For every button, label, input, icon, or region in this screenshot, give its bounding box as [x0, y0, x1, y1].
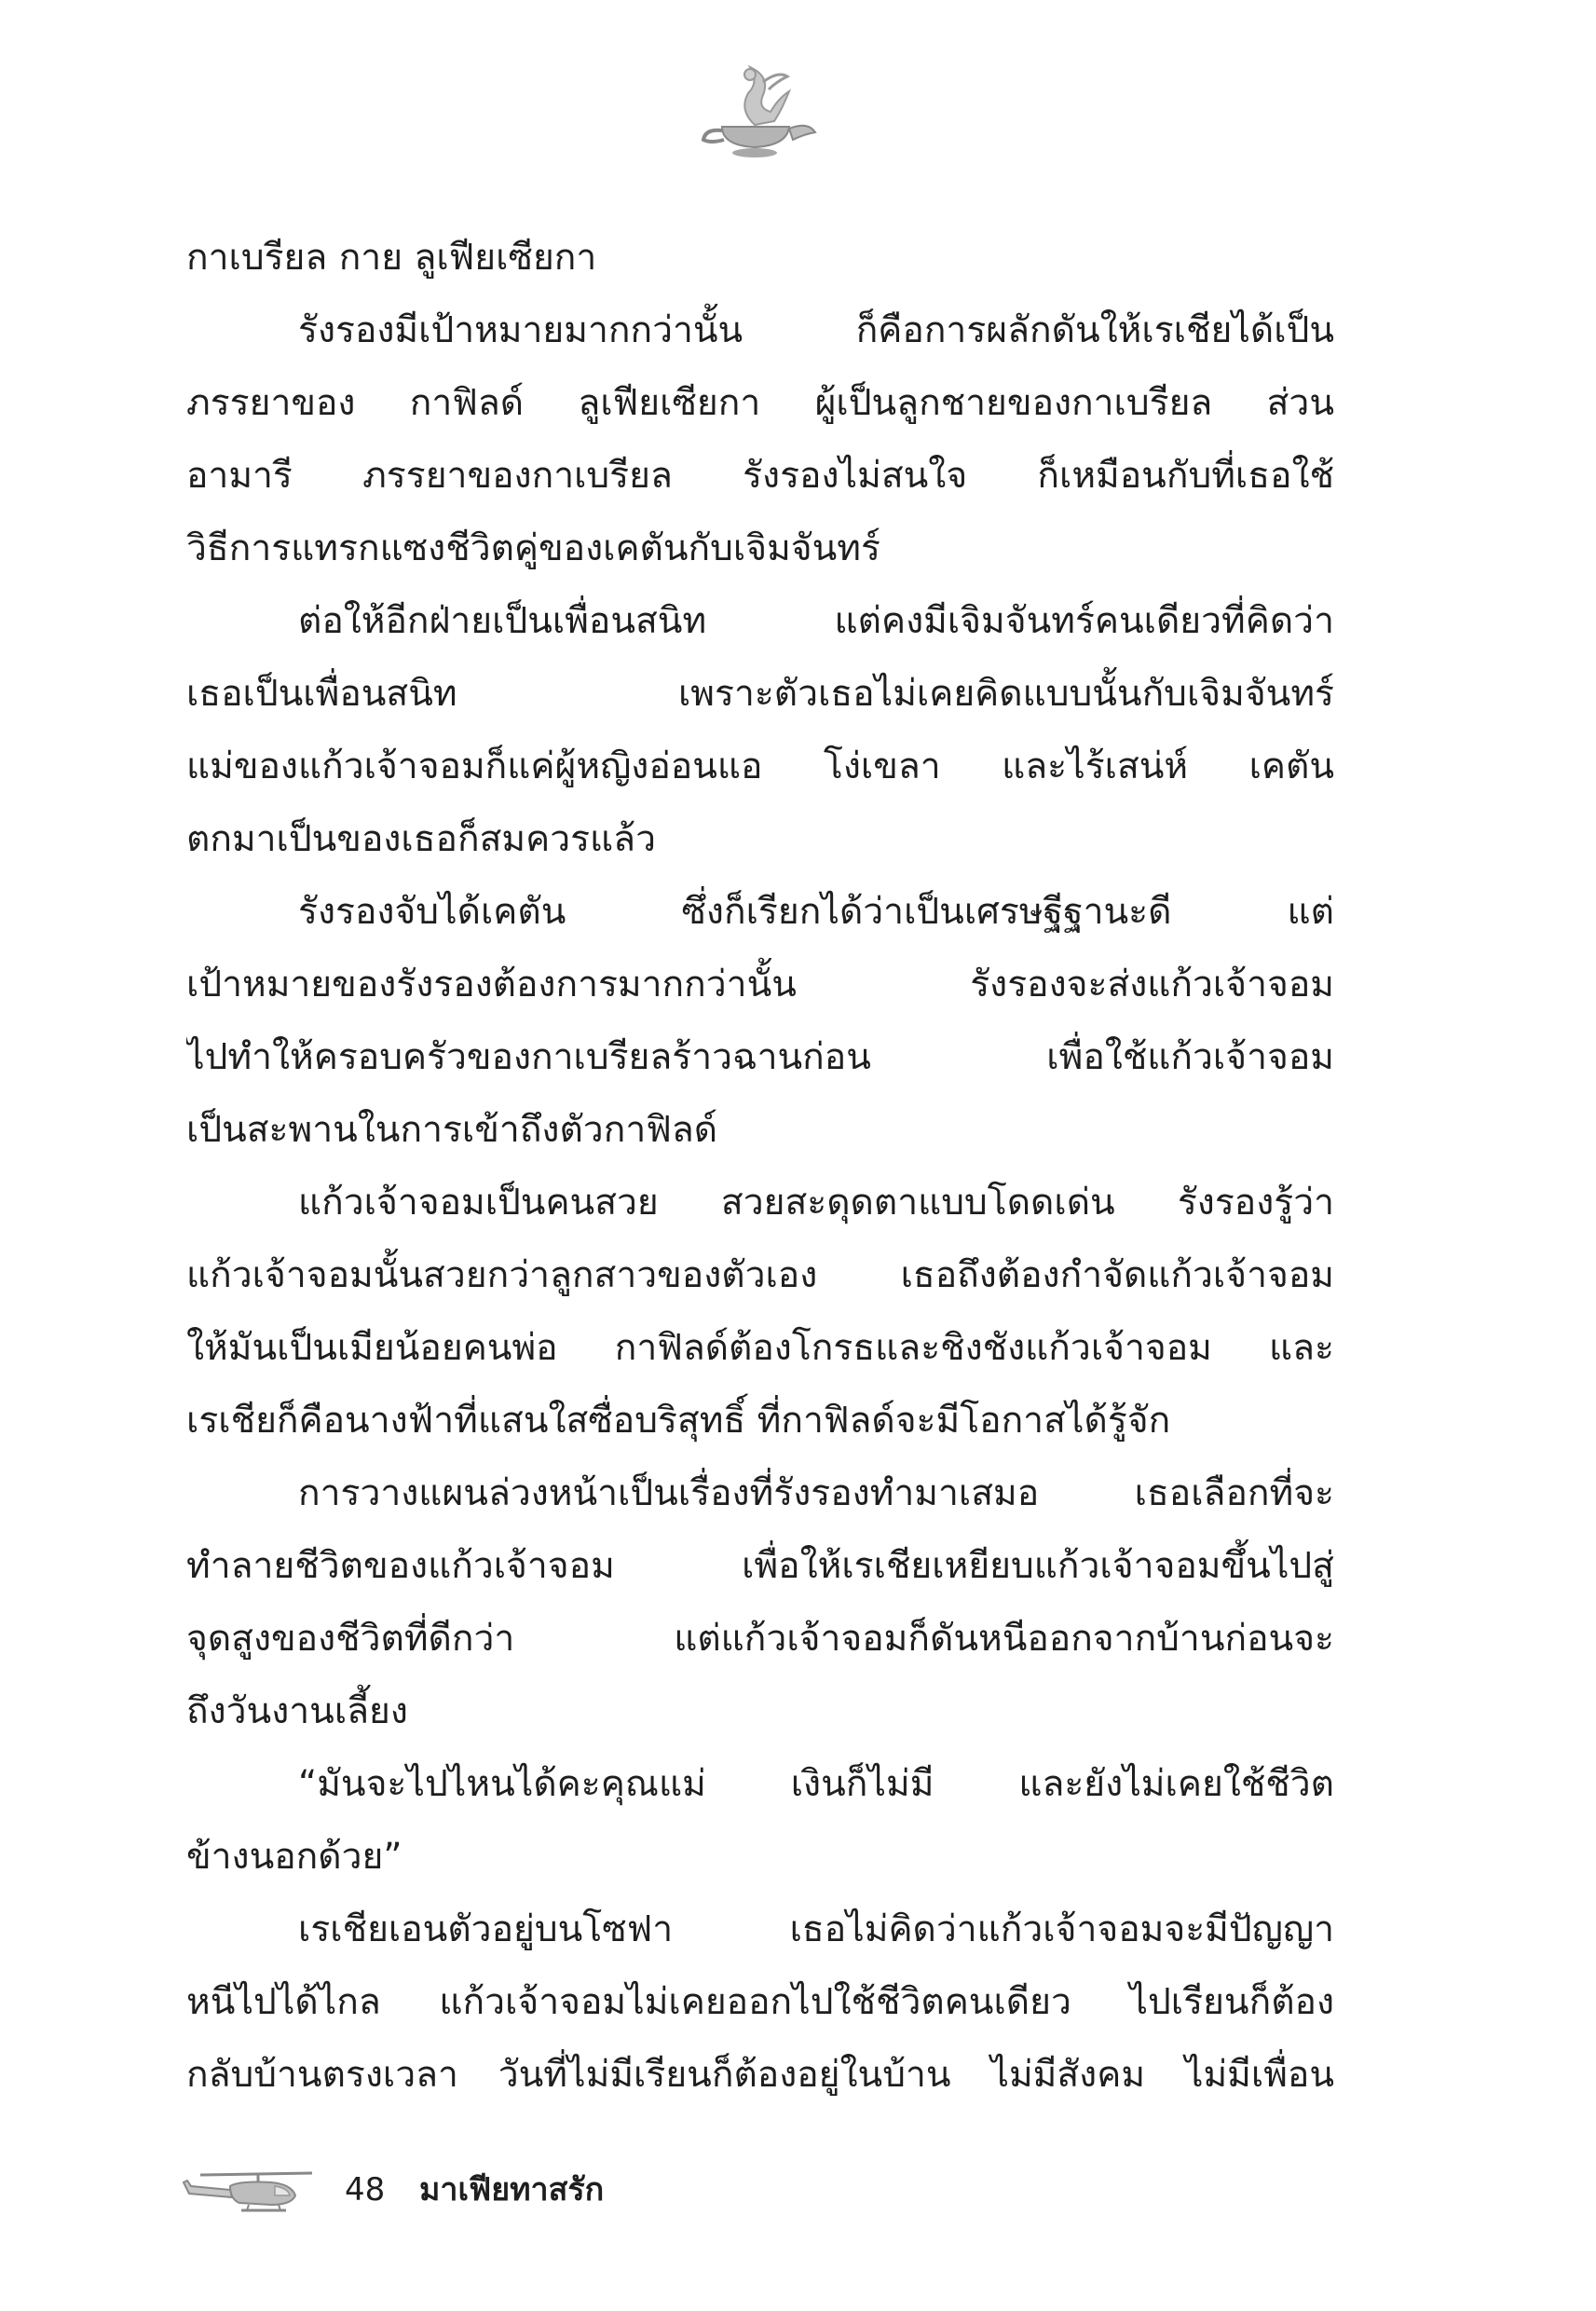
text-line: ถึงวันงานเลี้ยง — [186, 1690, 408, 1732]
text-line: แก้วเจ้าจอมเป็นคนสวย สวยสะดุดตาแบบโดดเด่น รังรองรู้ว่า — [298, 1182, 1334, 1224]
text-line: ให้มันเป็นเมียน้อยคนพ่อ กาฟิลด์ต้องโกรธและชิงชังแก้วเจ้าจอม และ — [186, 1327, 1334, 1369]
text-line: เธอเป็นเพื่อนสนิท เพราะตัวเธอไม่เคยคิดแบบนั้นกับเจิมจันทร์ — [186, 673, 1334, 715]
text-line: วิธีการแทรกแซงชีวิตคู่ของเคตันกับเจิมจันทร์ — [186, 527, 880, 569]
text-line: เป็นสะพานในการเข้าถึงตัวกาฟิลด์ — [186, 1109, 718, 1151]
text-line: ตกมาเป็นของเธอก็สมควรแล้ว — [186, 818, 656, 860]
text-line: จุดสูงของชีวิตที่ดีกว่า แต่แก้วเจ้าจอมก็ดันหนีออกจากบ้านก่อนจะ — [186, 1618, 1334, 1660]
text-line: แก้วเจ้าจอมนั้นสวยกว่าลูกสาวของตัวเอง เธอถึงต้องกำจัดแก้วเจ้าจอม — [186, 1254, 1334, 1296]
genie-lamp-icon — [685, 54, 825, 166]
text-line: ไปทำให้ครอบครัวของกาเบรียลร้าวฉานก่อน เพื่อใช้แก้วเจ้าจอม — [186, 1036, 1334, 1078]
page-footer — [182, 2162, 927, 2218]
text-line: รังรองจับได้เคตัน ซึ่งก็เรียกได้ว่าเป็นเศรษฐีฐานะดี แต่ — [298, 891, 1334, 933]
text-line: แม่ของแก้วเจ้าจอมก็แค่ผู้หญิงอ่อนแอ โง่เขลา และไร้เสน่ห์ เคตัน — [186, 745, 1334, 787]
body-text — [186, 222, 1334, 2112]
text-line: รังรองมีเป้าหมายมากกว่านั้น ก็คือการผลักดันให้เรเชียได้เป็น — [298, 309, 1334, 351]
text-line: ทำลายชีวิตของแก้วเจ้าจอม เพื่อให้เรเชียเหยียบแก้วเจ้าจอมขึ้นไปสู่ — [186, 1545, 1334, 1587]
text-line: กลับบ้านตรงเวลา วันที่ไม่มีเรียนก็ต้องอยู่ในบ้าน ไม่มีสังคม ไม่มีเพื่อน — [186, 2054, 1334, 2096]
text-line: เรเชียก็คือนางฟ้าที่แสนใสซื่อบริสุทธิ์ ที่กาฟิลด์จะมีโอกาสได้รู้จัก — [186, 1400, 1171, 1442]
text-line: เป้าหมายของรังรองต้องการมากกว่านั้น รังรองจะส่งแก้วเจ้าจอม — [186, 964, 1334, 1005]
text-line: ต่อให้อีกฝ่ายเป็นเพื่อนสนิท แต่คงมีเจิมจันทร์คนเดียวที่คิดว่า — [298, 600, 1334, 642]
text-line: ข้างนอกด้วย” — [186, 1836, 402, 1878]
text-line: “มันจะไปไหนได้คะคุณแม่ เงินก็ไม่มี และยังไม่เคยใช้ชีวิต — [298, 1763, 1334, 1805]
text-line: อามารี ภรรยาของกาเบรียล รังรองไม่สนใจ ก็เหมือนกับที่เธอใช้ — [186, 455, 1334, 497]
text-line: หนีไปได้ไกล แก้วเจ้าจอมไม่เคยออกไปใช้ชีวิตคนเดียว ไปเรียนก็ต้อง — [186, 1981, 1334, 2023]
book-title: มาเฟียทาสรัก — [419, 2171, 605, 2208]
text-line: การวางแผนล่วงหน้าเป็นเรื่องที่รังรองทำมาเสมอ เธอเลือกที่จะ — [298, 1472, 1334, 1514]
text-line: เรเชียเอนตัวอยู่บนโซฟา เธอไม่คิดว่าแก้วเจ้าจอมจะมีปัญญา — [298, 1908, 1334, 1950]
page-number: 48 — [345, 2171, 386, 2208]
text-line: ภรรยาของ กาฟิลด์ ลูเฟียเซียกา ผู้เป็นลูกชายของกาเบรียล ส่วน — [186, 382, 1334, 424]
helicopter-icon — [182, 2167, 321, 2214]
text-line: กาเบรียล กาย ลูเฟียเซียกา — [186, 237, 597, 279]
